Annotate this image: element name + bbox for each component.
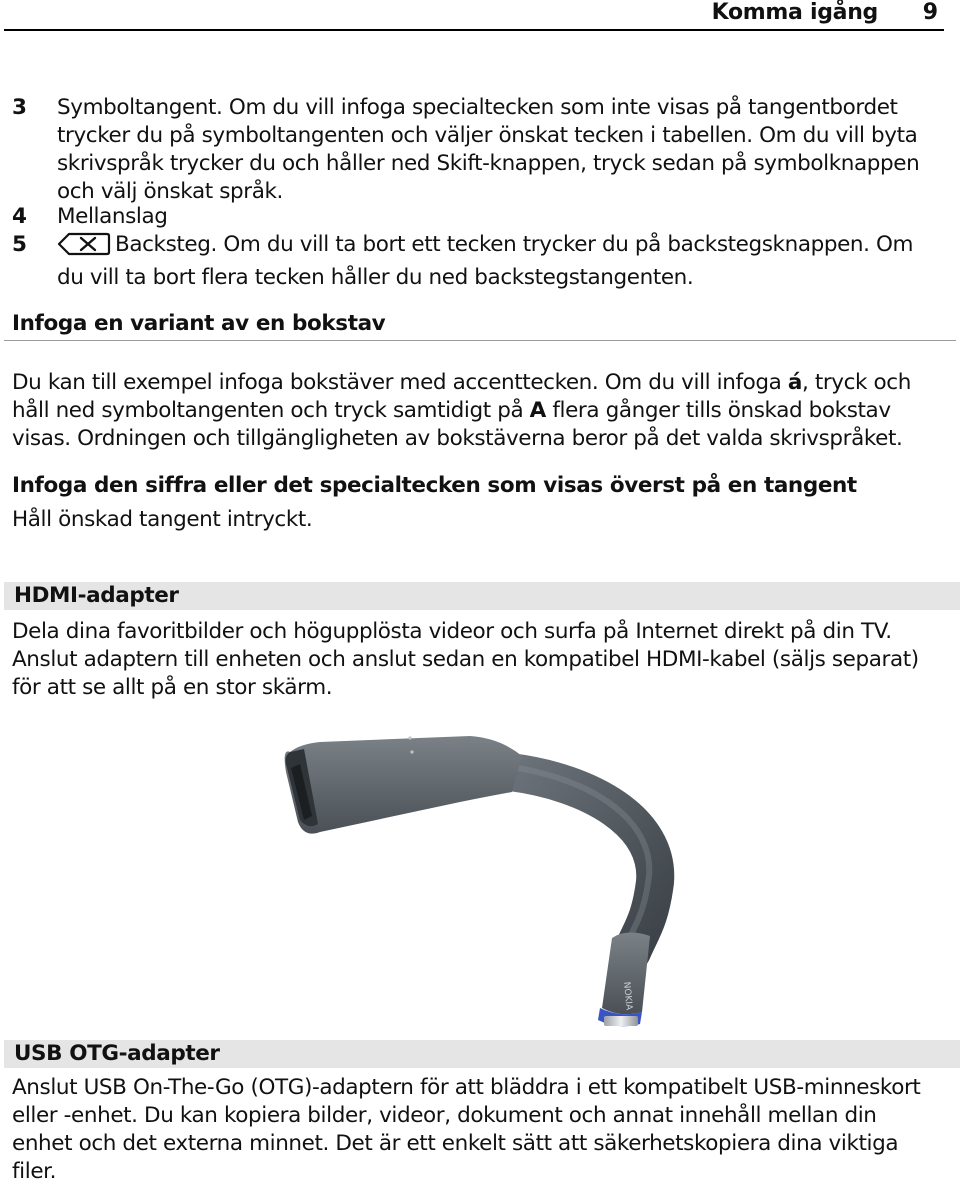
hdmi-paragraph — [12, 618, 952, 702]
nokia-logo-text: NOKIA — [621, 981, 634, 1011]
list-item — [57, 203, 952, 231]
list-item-line: Backsteg. Om du vill ta bort ett tecken trycker du på backstegsknappen. Om — [115, 232, 914, 257]
section-heading-digit: Infoga den siffra eller det specialtecken som visas överst på en tangent — [12, 473, 857, 498]
accent-letter: á — [787, 370, 802, 395]
list-item-number: 5 — [12, 232, 27, 257]
text-line: för att se allt på en stor skärm. — [12, 675, 333, 700]
text-run: Du kan till exempel infoga bokstäver med accenttecken. Om du vill infoga — [12, 370, 788, 395]
list-item-number: 3 — [12, 95, 27, 120]
text-line: eller -enhet. Du kan kopiera bilder, videor, dokument och annat innehåll mellan din — [12, 1103, 877, 1128]
text-run: visas. Ordningen och tillgängligheten av bokstäverna beror på det valda skrivspråket. — [12, 426, 903, 451]
text-run: flera gånger tills önskad bokstav — [545, 398, 891, 423]
text-line: Anslut adaptern till enheten och anslut sedan en kompatibel HDMI-kabel (säljs separat) — [12, 647, 919, 672]
usb-paragraph — [12, 1074, 952, 1186]
variant-paragraph — [12, 369, 952, 453]
list-item-line: trycker du på symboltangenten och väljer önskat tecken i tabellen. Om du vill byta — [57, 123, 918, 148]
text-run: , tryck och — [801, 370, 911, 395]
list-item — [57, 94, 952, 206]
section-band-hdmi — [4, 582, 960, 610]
list-item-line: Mellanslag — [57, 204, 168, 229]
chapter-title: Komma igång — [711, 0, 878, 25]
list-item-line: skrivspråk trycker du och håller ned Skift-knappen, tryck sedan på symbolknappen — [57, 151, 920, 176]
digit-paragraph: Håll önskad tangent intryckt. — [12, 507, 313, 532]
text-line: Anslut USB On-The-Go (OTG)-adaptern för att bläddra i ett kompatibelt USB-minneskort — [12, 1075, 921, 1100]
section-heading-usb: USB OTG-adapter — [14, 1041, 220, 1066]
text-line: enhet och det externa minnet. Det är ett enkelt sätt att säkerhetskopiera dina viktiga — [12, 1131, 899, 1156]
list-item-number: 4 — [12, 204, 27, 229]
list-item — [57, 231, 952, 292]
text-line: filer. — [12, 1159, 57, 1184]
list-item-line: Symboltangent. Om du vill infoga specialtecken som inte visas på tangentbordet — [57, 95, 898, 120]
list-item-line: du vill ta bort flera tecken håller du ned backstegstangenten. — [57, 265, 694, 290]
backspace-icon — [57, 232, 111, 264]
text-line: Dela dina favoritbilder och högupplösta videor och surfa på Internet direkt på din TV. — [12, 619, 892, 644]
page-number: 9 — [922, 0, 938, 25]
list-item-line: och välj önskat språk. — [57, 179, 283, 204]
key-list — [0, 0, 960, 300]
section-heading-variant: Infoga en variant av en bokstav — [12, 311, 386, 336]
section-heading-hdmi: HDMI-adapter — [14, 583, 179, 608]
section-rule — [4, 340, 956, 341]
hdmi-adapter-image — [260, 712, 680, 1028]
section-band-usb — [4, 1040, 960, 1068]
text-run: håll ned symboltangenten och tryck samtidigt på — [12, 398, 530, 423]
key-letter: A — [529, 398, 546, 423]
